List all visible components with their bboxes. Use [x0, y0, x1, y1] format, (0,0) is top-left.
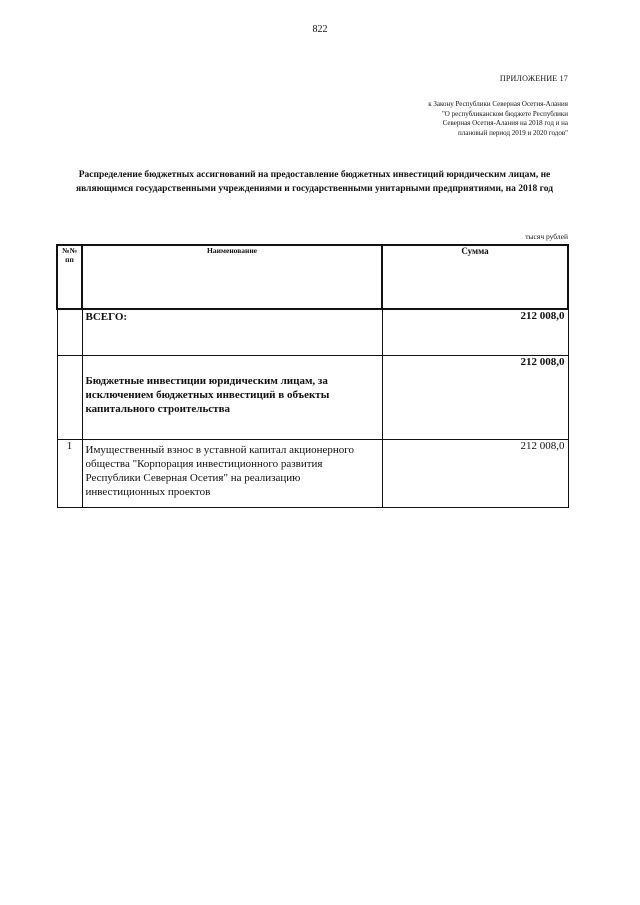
document-title: Распределение бюджетных ассигнований на предоставление бюджетных инвестиций юридическим лицам, не являющимся государственными учреждениями и государственными унитарными предприятиями, на 2018 год: [75, 170, 554, 194]
row-name: Имущественный взнос в уставной капитал акционерного общества "Корпорация инвестиционного развития Республики Северная Осетия" на реализацию инвестиционных проектов: [82, 439, 382, 507]
law-reference: [358, 100, 568, 138]
header-sum: Сумма: [382, 245, 568, 309]
header-name: Наименование: [82, 245, 382, 309]
row-sum: 212 008,0: [382, 309, 568, 355]
table-row-group: [57, 355, 568, 439]
row-number: [57, 355, 82, 439]
budget-table: [56, 244, 569, 508]
row-sum: 212 008,0: [382, 439, 568, 507]
law-reference-line: к Закону Республики Северная Осетия-Алания: [428, 100, 568, 108]
row-sum: 212 008,0: [382, 355, 568, 439]
law-reference-line: Северная Осетия-Алания на 2018 год и на: [442, 119, 568, 127]
header-number: №№ пп: [57, 245, 82, 309]
law-reference-line: плановый период 2019 и 2020 годов": [457, 128, 568, 137]
appendix-label: ПРИЛОЖЕНИЕ 17: [499, 74, 568, 83]
unit-label: тысяч рублей: [525, 232, 568, 241]
table-header-row: [57, 245, 568, 309]
table-row-item: [57, 439, 568, 507]
page-number: 822: [312, 24, 328, 35]
law-reference-line: "О республиканском бюджете Республики: [441, 109, 568, 118]
row-name: ВСЕГО:: [82, 309, 382, 355]
row-number: [57, 309, 82, 355]
row-name: Бюджетные инвестиции юридическим лицам, за исключением бюджетных инвестиций в объекты капитального строительства: [82, 355, 382, 439]
row-number: 1: [57, 439, 82, 507]
table-row-total: [57, 309, 568, 355]
